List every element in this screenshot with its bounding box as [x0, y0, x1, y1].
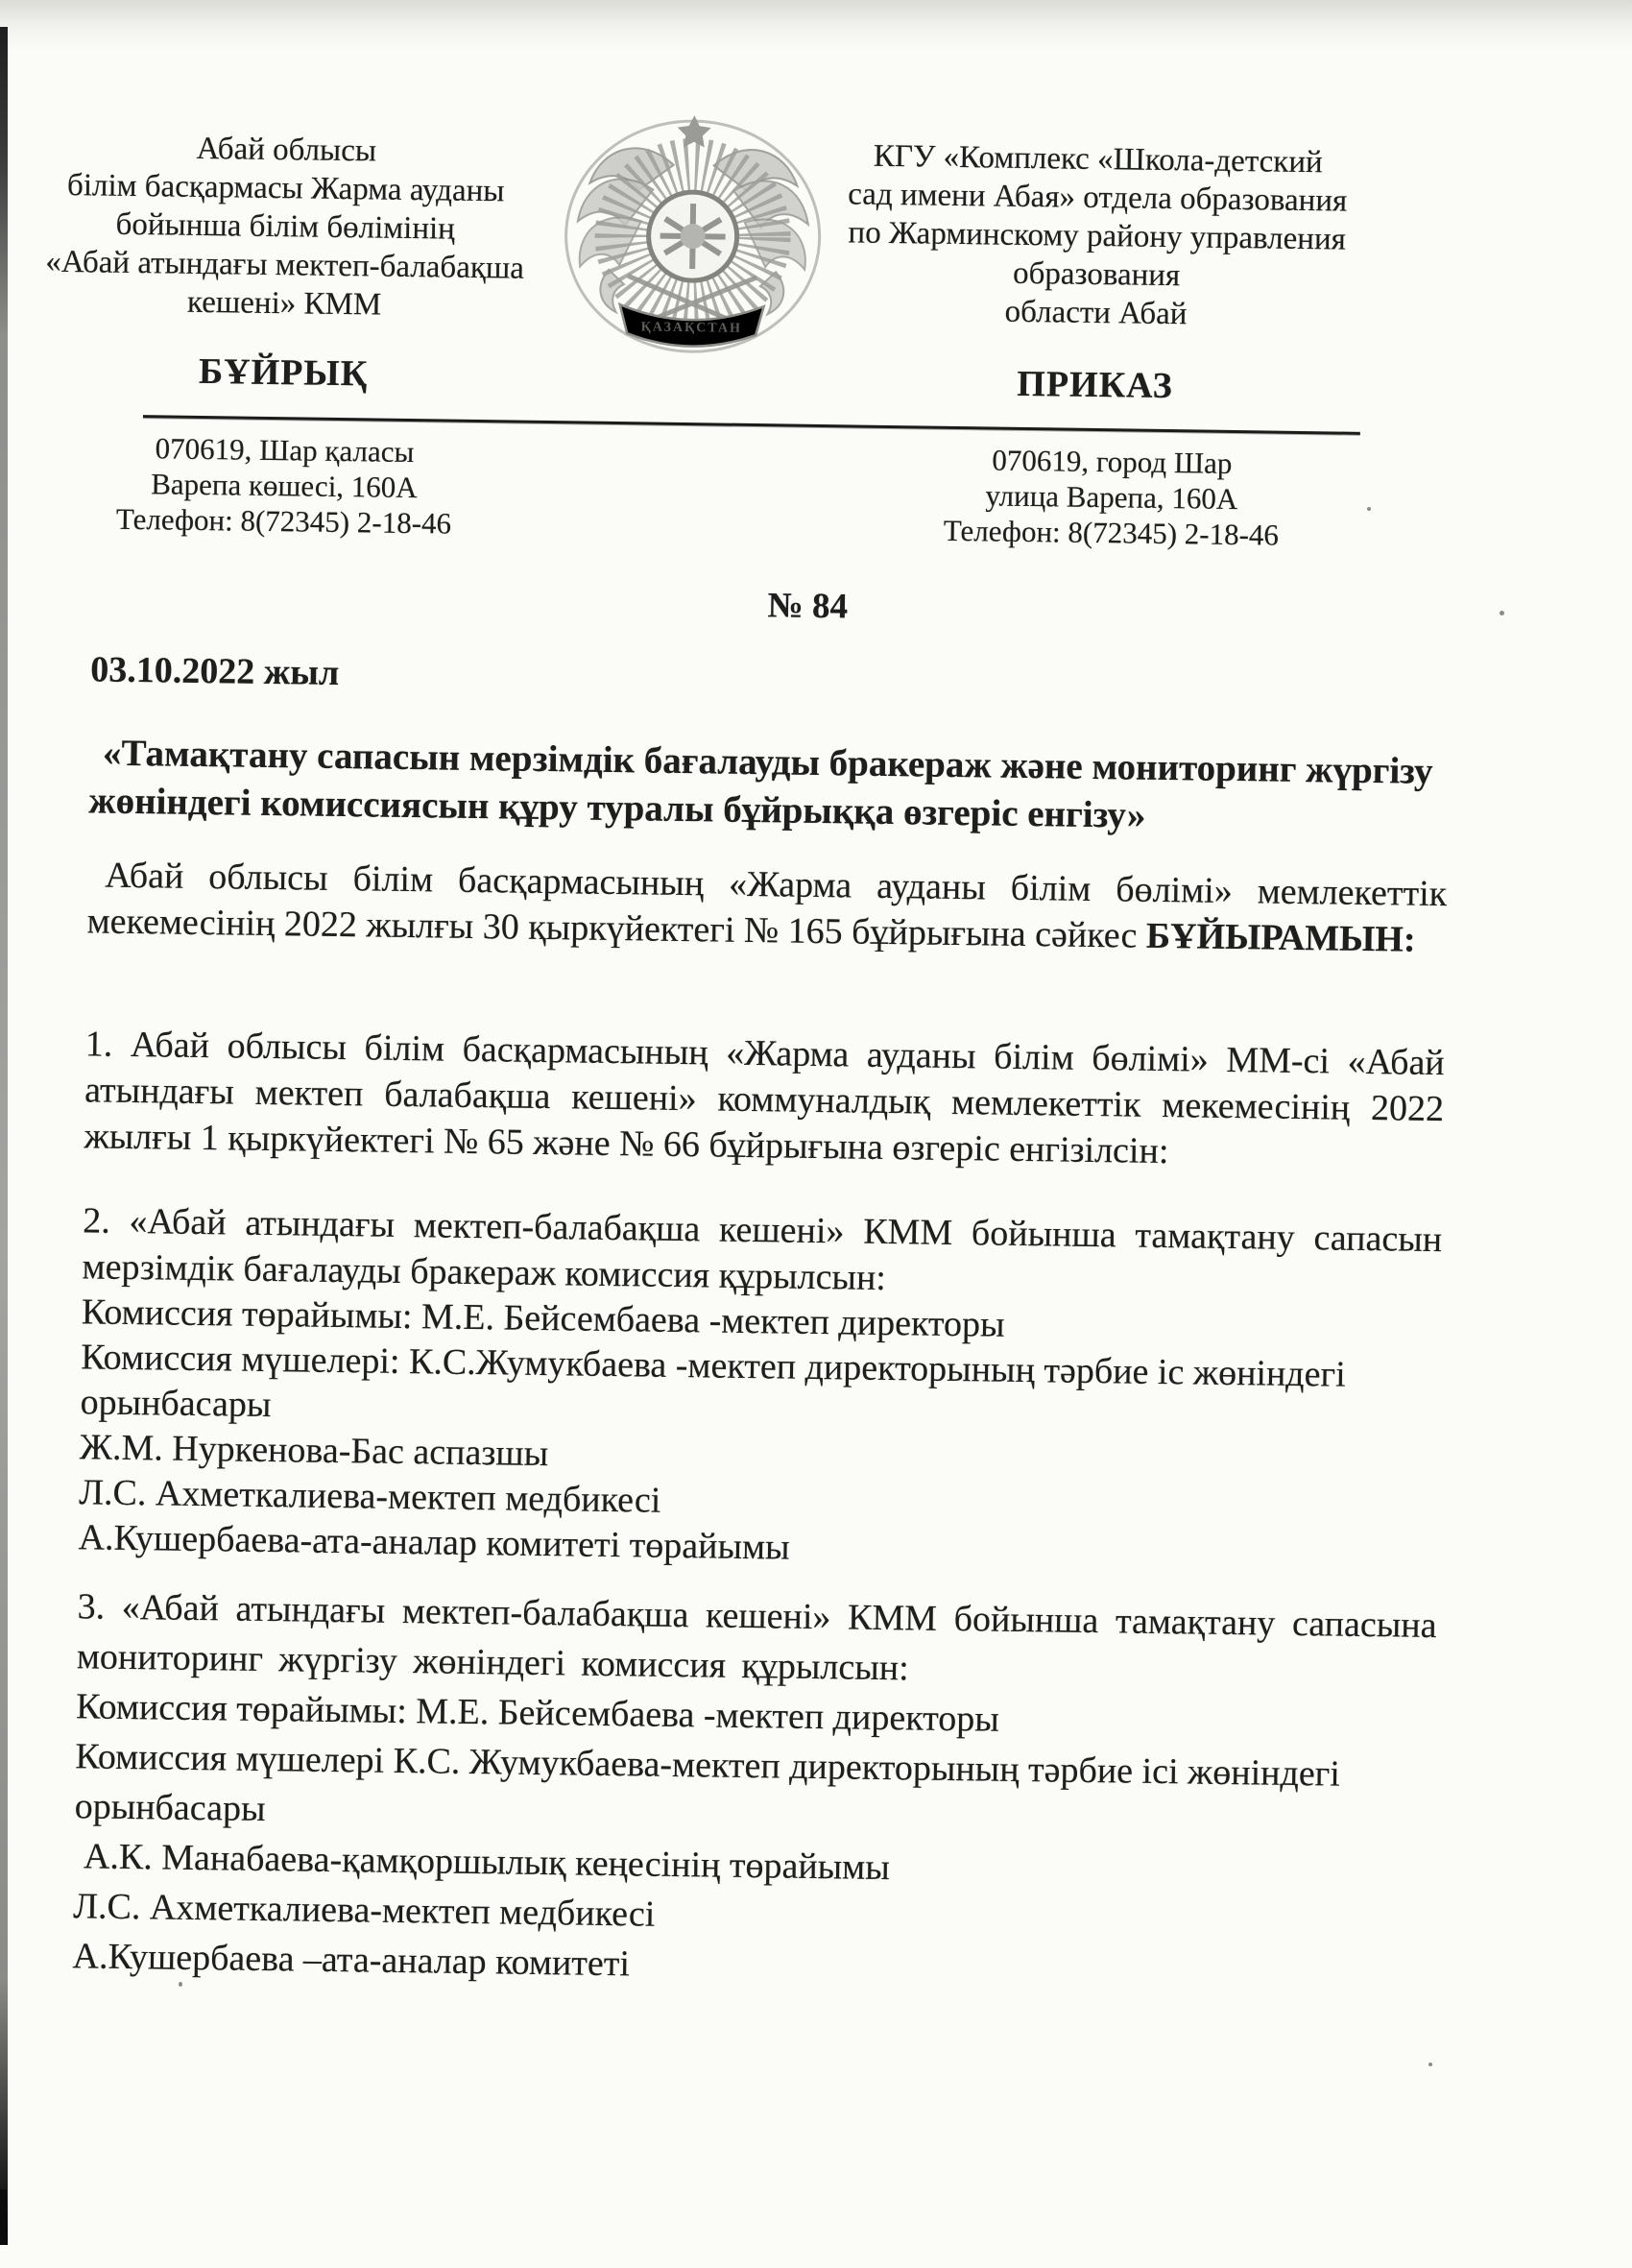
address-line: Варепа көшесі, 160А: [150, 467, 418, 505]
letterhead-line: образования: [1012, 255, 1181, 294]
commission-member-line: Комиссия мүшелері: К.С.Жумукбаева -мектеп директорының тәрбие іс жөніндегі орынбасары: [80, 1337, 1346, 1426]
letterhead-line: Абай облысы: [196, 131, 377, 169]
commission-member-line: Л.С. Ахметкалиева-мектеп медбикесі: [79, 1472, 661, 1521]
commission-member-line: Л.С. Ахметкалиева-мектеп медбикесі: [72, 1886, 656, 1935]
commission-member-line: Комиссия төрайымы: М.Е. Бейсембаева -мектеп директоры: [81, 1291, 1005, 1345]
order-word-kazakh: БҰЙРЫҚ: [198, 350, 369, 395]
letterhead-line: области Абай: [1004, 294, 1188, 332]
letterhead-line: сад имени Абая» отдела образования: [848, 177, 1348, 219]
order-date: 03.10.2022 жыл: [89, 649, 340, 693]
address-line: 070619, город Шар: [992, 443, 1233, 480]
address-line: 070619, Шар қаласы: [155, 431, 415, 470]
address-russian: [933, 442, 1290, 553]
commission-member-line: Ж.М. Нуркенова-Бас аспазшы: [79, 1427, 549, 1475]
letterhead-line: білім басқармасы Жарма ауданы: [66, 167, 505, 209]
address-kazakh: [106, 430, 463, 542]
order-item-2: [78, 1197, 1442, 1580]
order-number: № 84: [767, 586, 849, 627]
emblem-star-icon: [677, 115, 710, 148]
letterhead-line: «Абай атындағы мектеп-балабақша: [45, 244, 525, 286]
order-item-3: [72, 1581, 1437, 2000]
commission-member-line: Комиссия төрайымы: М.Е. Бейсембаева -мектеп директоры: [75, 1686, 1000, 1740]
letterhead-line: бойынша білім бөлімінің: [115, 206, 456, 247]
order-item-1: [84, 1021, 1445, 1178]
item-2-text: 2. «Абай атындағы мектеп-балабақша кешені» КММ бойынша тамақтану сапасын мерзімдік бағалауды бракераж комиссия құрылсын:: [82, 1200, 1443, 1299]
commission-member-line: А.Кушербаева –ата-аналар комитеті: [72, 1936, 631, 1985]
header-divider-line: [143, 415, 1360, 435]
emblem-graphic: [558, 108, 828, 359]
intro-emphasis: БҰЙЫРАМЫН:: [1145, 915, 1416, 960]
letterhead-russian: [813, 136, 1380, 336]
emblem-banner-text: ҚАЗАҚСТАН: [640, 320, 743, 336]
intro-paragraph: [86, 852, 1447, 963]
letterhead-line: КГУ «Комплекс «Школа-детский: [873, 138, 1323, 181]
item-3-text: 3. «Абай атындағы мектеп-балабақша кешені» КММ бойынша тамақтану сапасына мониторинг жүргізу жөніндегі комиссия құрылсын:: [76, 1586, 1437, 1689]
address-line: Телефон: 8(72345) 2-18-46: [115, 501, 452, 541]
item-1-text: 1. Абай облысы білім басқармасының «Жарма ауданы білім бөлімі» ММ-сі «Абай атындағы мектеп балабақша кешені» коммуналдық мемлекеттік мекемесінің 2022 жылғы 1 қыркүйектегі № 65 және № 66 бұйрығына өзгеріс енгізілсін:: [84, 1024, 1445, 1172]
letterhead-line: по Жарминскому району управления: [848, 215, 1347, 257]
address-line: улица Варепа, 160А: [985, 478, 1238, 517]
kazakhstan-coat-of-arms-icon: [558, 108, 828, 359]
commission-member-line: Комиссия мүшелері К.С. Жумукбаева-мектеп директорының тәрбие ісі жөніндегі орынбасары: [74, 1736, 1341, 1830]
intro-text: Абай облысы білім басқармасының «Жарма ауданы білім бөлімі» мемлекеттік мекемесінің 2022 жылғы 30 қыркүйектегі № 165 бұйрығына сәйкес: [86, 855, 1448, 956]
address-line: Телефон: 8(72345) 2-18-46: [943, 513, 1280, 552]
letterhead-kazakh: [32, 128, 539, 326]
commission-member-line: А.К. Манабаева-қамқоршылық кеңесінің төрайымы: [83, 1836, 891, 1889]
document-title: «Тамақтану сапасын мерзімдік бағалауды бракераж және мониторинг жүргізу жөніндегі комиссиясын құру туралы бұйрыққа өзгеріс енгізу»: [88, 732, 1433, 836]
commission-member-line: А.Кушербаева-ата-аналар комитеті төрайымы: [78, 1517, 790, 1568]
order-word-russian: ПРИКАЗ: [1017, 363, 1174, 407]
letterhead-line: кешені» КММ: [186, 284, 382, 323]
